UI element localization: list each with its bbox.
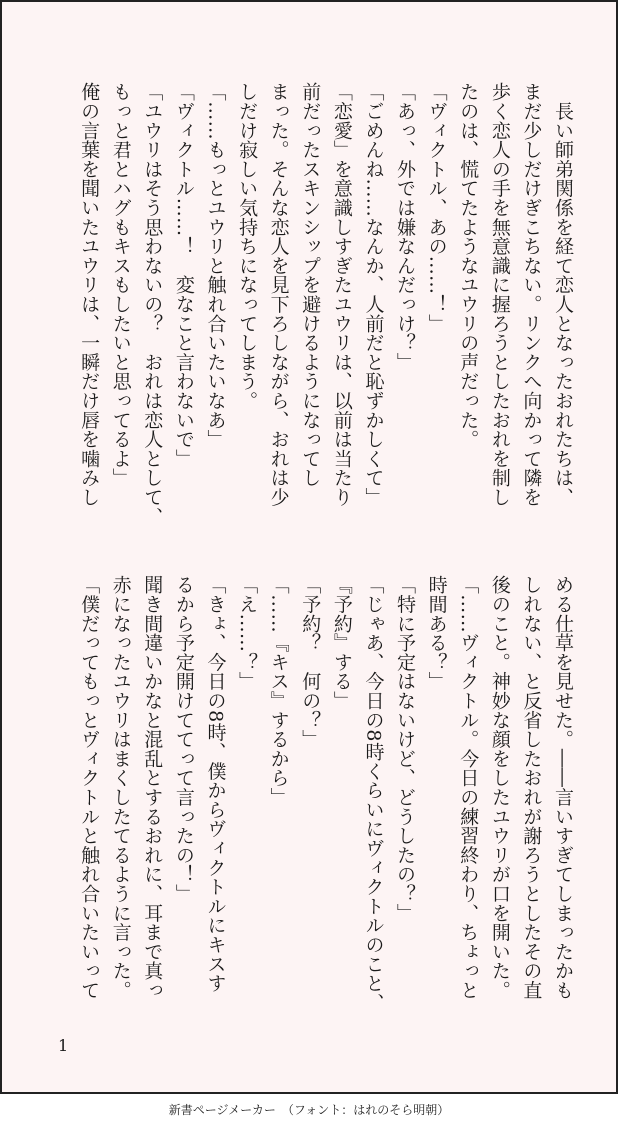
text-line: 「あっ、外では嫌なんだっけ？」 (394, 82, 417, 372)
text-line: 「恋愛」を意識しすぎたユウリは、以前は当たり (330, 82, 353, 507)
text-line: 後のこと。神妙な顔をしたユウリが口を開いた。 (488, 575, 511, 1000)
text-line: 「ごめんね……なんか、人前だと恥ずかしくて」 (362, 82, 385, 507)
text-line: 歩く恋人の手を無意識に握ろうとしたおれを制し (488, 82, 511, 507)
text-block-top (58, 82, 578, 527)
text-line: 「……ヴィクトル。今日の練習終わり、ちょっと (457, 575, 480, 1000)
text-line: 「ヴィクトル……！ 変なこと言わないで」 (172, 82, 195, 468)
text-line: 前だったスキンシップを避けるようになってし (299, 82, 322, 488)
text-line: しれない、と反省したおれが謝ろうとしたその直 (520, 575, 543, 1000)
text-line: もっと君とハグもキスもしたいと思ってるよ」 (109, 82, 132, 488)
text-line: 「きょ、今日の8時、僕からヴィクトルにキスす (204, 575, 227, 993)
text-line: 「特に予定はないけど、どうしたの？」 (394, 575, 417, 923)
text-line: まった。そんな恋人を見下ろしながら、おれは少 (267, 82, 290, 507)
text-line: しだけ寂しい気持ちになってしまう。 (236, 82, 259, 411)
text-line: 「ユウリはそう思わないの？ おれは恋人として、 (141, 82, 164, 526)
text-line: 「……『キス』するから」 (267, 575, 290, 807)
text-line: める仕草を見せた。――言いすぎてしまったかも (552, 575, 574, 1000)
text-line: 聞き間違いかなと混乱とするおれに、耳まで真っ (141, 575, 164, 1000)
text-line: 「……もっとユウリと触れ合いたいなあ」 (204, 82, 227, 449)
text-line: 長い師弟関係を経て恋人となったおれたちは、 (552, 82, 574, 507)
text-line: 時間ある？」 (425, 575, 448, 691)
text-line: 「予約？ 何の？」 (299, 575, 322, 749)
text-line: 赤になったユウリはまくしたてるように言った。 (109, 575, 132, 1000)
text-line: 「僕だってもっとヴィクトルと触れ合いたいって (78, 575, 101, 1000)
text-line: るから予定開けててって言ったの！」 (172, 575, 195, 904)
text-line: 「え……？」 (236, 575, 259, 691)
page-number: 1 (58, 1036, 69, 1055)
text-block-bottom (58, 575, 578, 1020)
text-line: 「じゃあ、今日の8時くらいにヴィクトルのこと、 (362, 575, 385, 1012)
text-line: 俺の言葉を聞いたユウリは、一瞬だけ唇を噛みし (78, 82, 101, 507)
text-line: 『予約』する」 (330, 575, 353, 711)
text-line: 「ヴィクトル、あの……！」 (425, 82, 448, 333)
footer-credit: 新書ページメーカー （フォント：はれのそら明朝） (168, 1103, 450, 1117)
text-line: たのは、慌てたようなユウリの声だった。 (457, 82, 480, 449)
text-line: まだ少しだけぎこちない。リンクへ向かって隣を (520, 82, 543, 507)
